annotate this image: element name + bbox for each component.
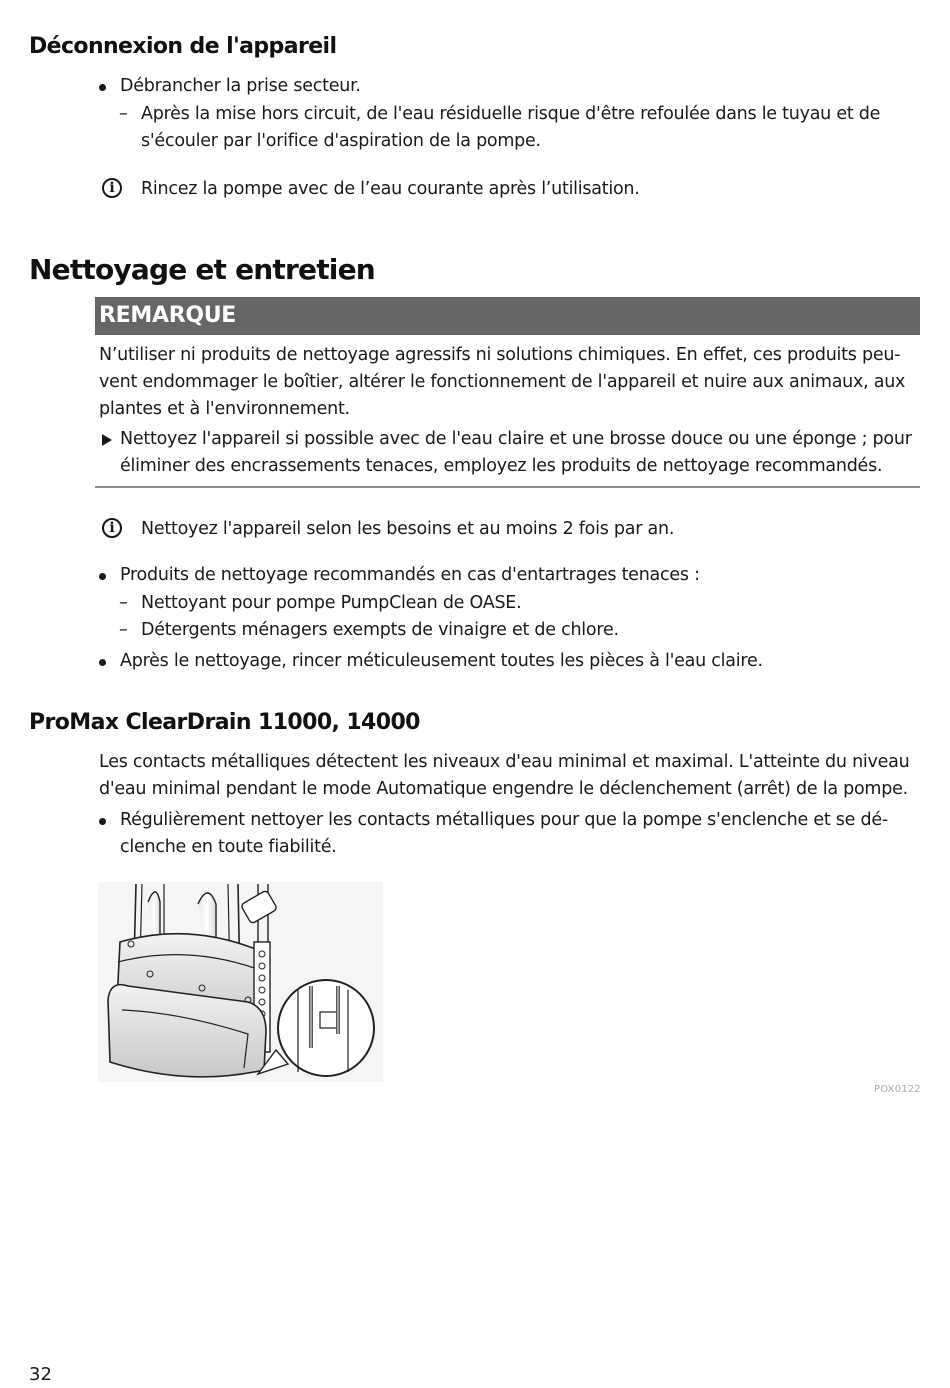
notice-text-line: vent endommager le boîtier, altérer le fonctionnement de l'appareil et nuire aux animaux, aux [99, 372, 906, 392]
bullet-marker [99, 818, 106, 825]
info-icon: i [102, 518, 122, 538]
page-number: 32 [29, 1364, 52, 1385]
action-text-line: éliminer des encrassements tenaces, employez les produits de nettoyage recommandés. [120, 456, 883, 476]
info-icon: i [102, 178, 122, 198]
pump-contacts-illustration [98, 882, 383, 1082]
bullet-marker [99, 573, 106, 580]
notice-header: REMARQUE [95, 297, 920, 335]
notice-divider [95, 486, 920, 488]
dash-marker: – [119, 104, 128, 124]
bullet-marker [99, 84, 106, 91]
bullet-marker [99, 659, 106, 666]
action-arrow-icon [102, 434, 112, 446]
list-subitem: Détergents ménagers exempts de vinaigre et de chlore. [141, 620, 619, 640]
list-item-line: Régulièrement nettoyer les contacts métalliques pour que la pompe s'enclenche et se dé- [120, 810, 888, 830]
section-title-disconnect: Déconnexion de l'appareil [29, 34, 337, 59]
figure-code: POX0122 [874, 1084, 921, 1095]
list-item: Produits de nettoyage recommandés en cas d'entartrages tenaces : [120, 565, 700, 585]
list-subitem: Nettoyant pour pompe PumpClean de OASE. [141, 593, 522, 613]
list-subitem-line: Après la mise hors circuit, de l'eau résiduelle risque d'être refoulée dans le tuyau et de [141, 104, 881, 124]
dash-marker: – [119, 620, 128, 640]
action-text-line: Nettoyez l'appareil si possible avec de l'eau claire et une brosse douce ou une éponge ; pour [120, 429, 912, 449]
list-item-line: clenche en toute fiabilité. [120, 837, 337, 857]
paragraph-line: Les contacts métalliques détectent les niveaux d'eau minimal et maximal. L'atteinte du niveau [99, 752, 910, 772]
section-title-promax: ProMax ClearDrain 11000, 14000 [29, 710, 420, 735]
section-title-cleaning: Nettoyage et entretien [29, 253, 375, 286]
paragraph-line: d'eau minimal pendant le mode Automatique engendre le déclenchement (arrêt) de la pompe. [99, 779, 908, 799]
list-item: Après le nettoyage, rincer méticuleusement toutes les pièces à l'eau claire. [120, 651, 763, 671]
notice-text-line: plantes et à l'environnement. [99, 399, 350, 419]
notice-text-line: N’utiliser ni produits de nettoyage agressifs ni solutions chimiques. En effet, ces produits peu- [99, 345, 901, 365]
list-item: Débrancher la prise secteur. [120, 76, 361, 96]
dash-marker: – [119, 593, 128, 613]
info-text: Nettoyez l'appareil selon les besoins et au moins 2 fois par an. [141, 519, 675, 539]
list-subitem-line: s'écouler par l'orifice d'aspiration de la pompe. [141, 131, 541, 151]
info-text: Rincez la pompe avec de l’eau courante après l’utilisation. [141, 179, 640, 199]
